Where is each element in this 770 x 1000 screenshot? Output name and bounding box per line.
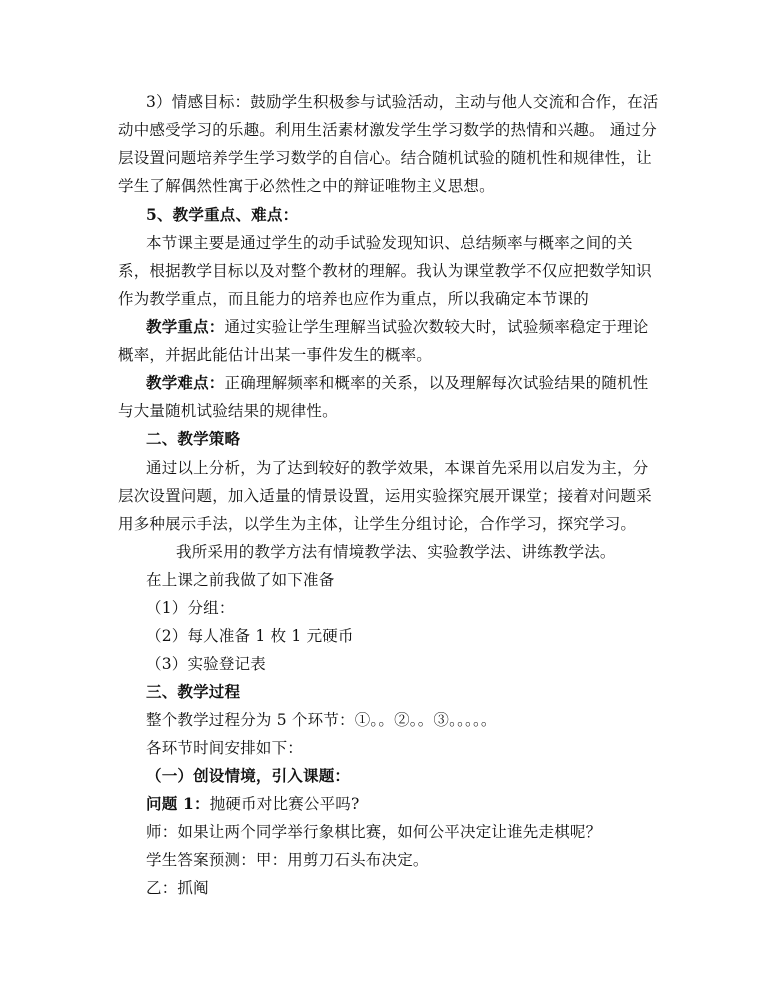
paragraph-line: 系，根据教学目标以及对整个教材的理解。我认为课堂教学不仅应把数学知识	[118, 262, 652, 280]
list-item: （3）实验登记表	[146, 655, 266, 673]
paragraph-line: 通过以上分析，为了达到较好的教学效果，本课首先采用以启发为主，分	[146, 459, 649, 477]
section-heading: 三、教学过程	[146, 682, 241, 701]
paragraph-line: 与大量随机试验结果的规律性。	[118, 402, 338, 420]
paragraph-line: 各环节时间安排如下：	[146, 739, 304, 757]
difficulty-label: 教学难点：	[146, 373, 225, 392]
paragraph-line: 用多种展示手法，以学生为主体，让学生分组讨论，合作学习，探究学习。	[118, 515, 637, 533]
question-text: 抛硬币对比赛公平吗?	[209, 795, 360, 813]
paragraph-line: 层次设置问题，加入适量的情景设置，运用实验探究展开课堂；接着对问题采	[118, 487, 652, 505]
focus-text: 通过实验让学生理解当试验次数较大时，试验频率稳定于理论	[224, 318, 649, 336]
paragraph-line: 层设置问题培养学生学习数学的自信心。结合随机试验的随机性和规律性，让	[118, 149, 652, 167]
paragraph-line: 整个教学过程分为 5 个环节：①。。②。。③。。。。。	[146, 711, 497, 729]
paragraph-line: 概率，并据此能估计出某一事件发生的概率。	[118, 346, 433, 364]
paragraph-line: 学生答案预测：甲：用剪刀石头布决定。	[146, 851, 429, 869]
list-item: （1）分组：	[146, 599, 235, 617]
paragraph-line: 作为教学重点，而且能力的培养也应作为重点，所以我确定本节课的	[118, 290, 590, 308]
paragraph-line: 学生了解偶然性寓于必然性之中的辩证唯物主义思想。	[118, 177, 495, 195]
paragraph-line: 我所采用的教学方法有情境教学法、实验教学法、讲练教学法。	[176, 543, 616, 561]
difficulty-text: 正确理解频率和概率的关系，以及理解每次试验结果的随机性	[224, 374, 649, 392]
paragraph-line: 师：如果让两个同学举行象棋比赛，如何公平决定让谁先走棋呢？	[146, 823, 602, 841]
section-heading: 5、教学重点、难点：	[146, 205, 299, 224]
paragraph-line: 3）情感目标：鼓励学生积极参与试验活动，主动与他人交流和合作，在活	[146, 93, 659, 111]
difficulty-line	[146, 373, 648, 393]
section-heading: 二、教学策略	[146, 429, 241, 448]
paragraph-line: 动中感受学习的乐趣。利用生活素材激发学生学习数学的热情和兴趣。 通过分	[118, 121, 657, 139]
question-line	[146, 794, 360, 814]
paragraph-line: 在上课之前我做了如下准备	[146, 571, 335, 589]
paragraph-line: 乙：抓阄	[146, 879, 209, 897]
paragraph-line: 本节课主要是通过学生的动手试验发现知识、总结频率与概率之间的关	[146, 234, 633, 252]
subsection-heading: （一）创设情境，引入课题：	[146, 766, 351, 785]
list-item: （2）每人准备 1 枚 1 元硬币	[146, 627, 354, 645]
focus-label: 教学重点：	[146, 317, 225, 336]
question-label: 问题 1：	[146, 794, 210, 813]
focus-line	[146, 317, 648, 337]
